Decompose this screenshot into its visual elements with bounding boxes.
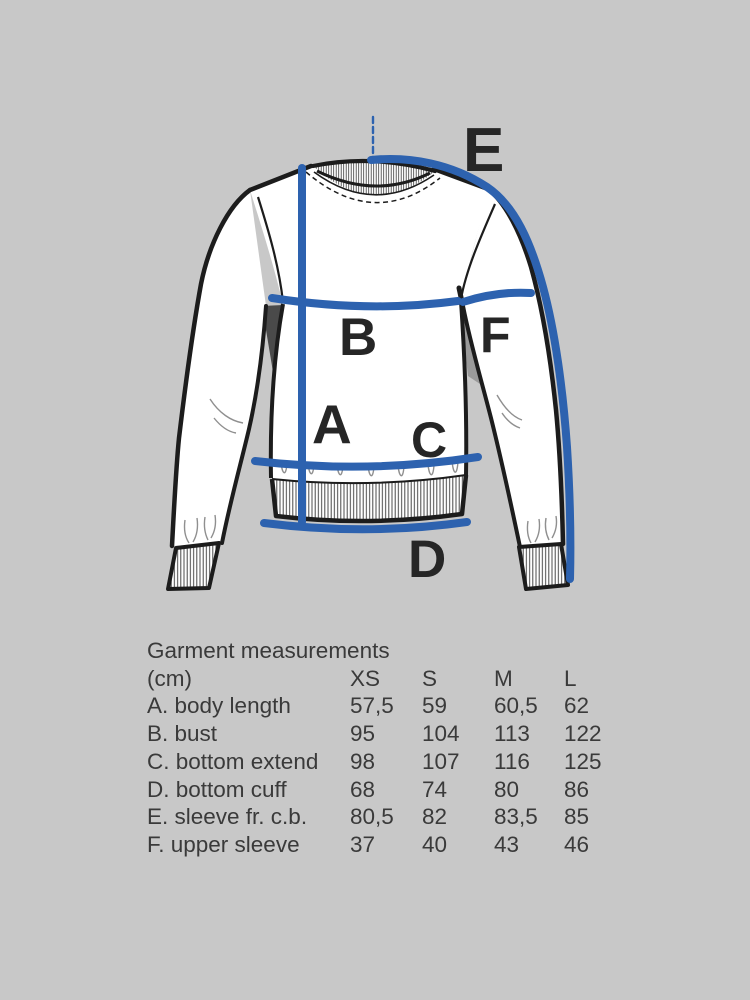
value-xs: 98 (350, 748, 376, 774)
row-label: E. sleeve fr. c.b. (147, 804, 308, 830)
value-s: 104 (422, 721, 460, 747)
value-xs: 68 (350, 776, 376, 802)
row-label: B. bust (147, 721, 218, 747)
value-xs: 80,5 (350, 804, 394, 830)
row-label: F. upper sleeve (147, 831, 300, 857)
value-s: 40 (422, 831, 448, 857)
value-xs: 37 (350, 831, 376, 857)
value-l: 46 (564, 831, 590, 857)
value-xs: 95 (350, 721, 376, 747)
value-m: 116 (494, 748, 530, 774)
value-m: 60,5 (494, 693, 538, 719)
value-l: 86 (564, 776, 590, 802)
value-l: 85 (564, 804, 590, 830)
table-row-bottom-cuff (147, 776, 627, 804)
value-m: 83,5 (494, 804, 538, 830)
value-l: 62 (564, 693, 590, 719)
right-sleeve (461, 189, 563, 547)
value-m: 113 (494, 721, 530, 747)
measurement-label-a: A (312, 393, 352, 455)
measurements-table (147, 637, 627, 859)
row-label: A. body length (147, 693, 291, 719)
value-s: 74 (422, 776, 448, 802)
measurement-label-f: F (480, 307, 511, 363)
value-m: 43 (494, 831, 520, 857)
table-row-sleeve (147, 803, 627, 831)
measurement-label-d: D (408, 530, 447, 589)
table-row-bust (147, 720, 627, 748)
value-l: 122 (564, 721, 602, 747)
size-header-l: L (564, 665, 577, 691)
value-xs: 57,5 (350, 693, 394, 719)
value-l: 125 (564, 748, 602, 774)
value-s: 59 (422, 693, 448, 719)
size-header-xs: XS (350, 665, 381, 691)
table-header-row (147, 665, 627, 693)
value-s: 107 (422, 748, 460, 774)
size-header-m: M (494, 665, 513, 691)
measurement-label-c: C (411, 412, 448, 468)
left-cuff (168, 543, 219, 589)
measurement-label-b: B (339, 308, 378, 367)
table-title: Garment measurements (147, 638, 390, 663)
unit-label: (cm) (147, 665, 192, 691)
table-row-body-length (147, 692, 627, 720)
left-sleeve (172, 190, 266, 546)
row-label: C. bottom extend (147, 748, 319, 774)
measurement-label-e: E (463, 116, 505, 185)
value-m: 80 (494, 776, 520, 802)
size-header-s: S (422, 665, 438, 691)
value-s: 82 (422, 804, 448, 830)
table-row-bottom-extend (147, 748, 627, 776)
right-cuff (519, 544, 568, 589)
row-label: D. bottom cuff (147, 776, 287, 802)
table-row-upper-sleeve (147, 831, 627, 859)
